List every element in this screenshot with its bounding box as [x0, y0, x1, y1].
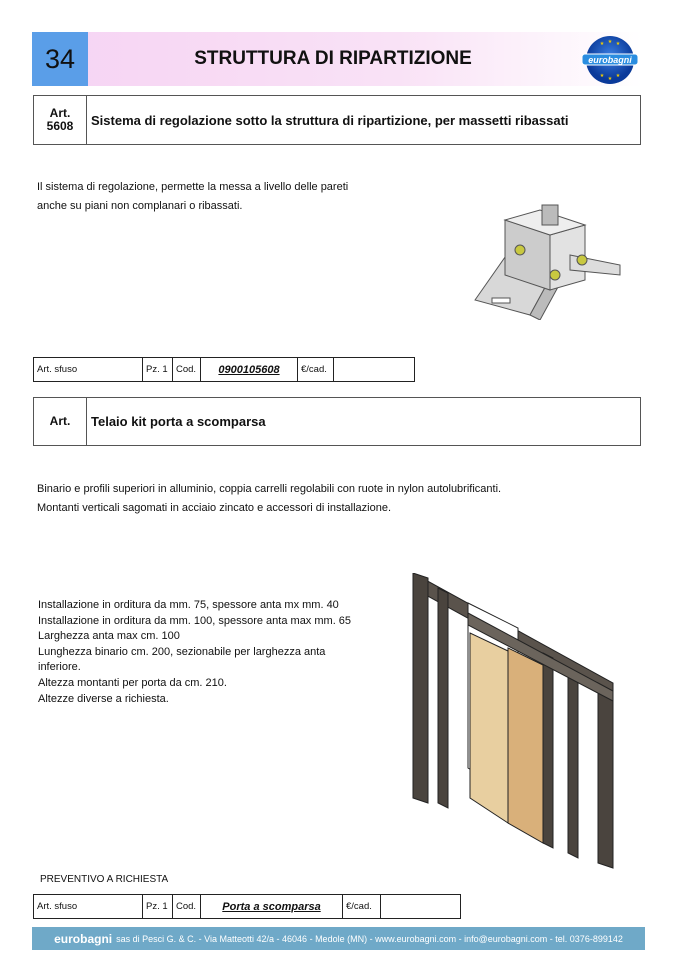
spec-line: Larghezza anta max cm. 100	[38, 630, 180, 643]
svg-text:★: ★	[599, 73, 605, 79]
svg-text:★: ★	[607, 39, 613, 45]
article1-description	[37, 178, 348, 216]
svg-text:★: ★	[615, 73, 621, 79]
art-number: 5608	[46, 119, 74, 133]
code-cell: Porta a scomparsa	[201, 895, 343, 919]
price-cell	[334, 358, 415, 382]
article2-specs	[38, 598, 351, 707]
description-line: Il sistema di regolazione, permette la messa a livello delle pareti	[37, 181, 349, 193]
art-label: Art.	[49, 414, 71, 428]
svg-text:★: ★	[615, 41, 621, 47]
footer-contact: sas di Pesci G. & C. - Via Matteotti 42/a - 46046 - Medole (MN) - www.eurobagni.com - info@eurobagni.com - tel. 0376-899142	[116, 933, 623, 944]
article-header-5608	[33, 95, 641, 145]
price-label-cell: €/cad.	[298, 358, 334, 382]
article2-order-table	[33, 894, 461, 919]
article2-description	[37, 480, 501, 518]
spec-line: inferiore.	[38, 661, 81, 674]
sliding-door-frame-image	[408, 573, 618, 878]
article1-order-table	[33, 357, 415, 382]
price-cell	[381, 895, 461, 919]
description-line: anche su piani non complanari o ribassati.	[37, 200, 243, 212]
description-line: Montanti verticali sagomati in acciaio zincato e accessori di installazione.	[37, 502, 392, 514]
art-label: Art.	[49, 106, 71, 120]
page-number: 34	[32, 32, 88, 86]
spec-line: Altezza montanti per porta da cm. 210.	[38, 676, 227, 689]
article-header-door-kit	[33, 397, 641, 446]
article-title: Telaio kit porta a scomparsa	[91, 414, 266, 429]
quote-note: PREVENTIVO A RICHIESTA	[40, 874, 169, 885]
type-cell: Art. sfuso	[34, 358, 143, 382]
description-line: Binario e profili superiori in alluminio, coppia carrelli regolabili con ruote in nylon autolubrificanti.	[37, 483, 502, 495]
svg-text:★: ★	[607, 76, 613, 82]
svg-text:eurobagni: eurobagni	[588, 55, 632, 65]
footer-bar	[32, 927, 645, 950]
cod-label-cell: Cod.	[173, 358, 201, 382]
spec-line: Altezze diverse a richiesta.	[38, 692, 169, 705]
pz-cell: Pz. 1	[143, 358, 173, 382]
price-label-cell: €/cad.	[343, 895, 381, 919]
pz-cell: Pz. 1	[143, 895, 173, 919]
spec-line: Installazione in orditura da mm. 100, spessore anta max mm. 65	[38, 614, 352, 627]
article-title: Sistema di regolazione sotto la struttura di ripartizione, per massetti ribassati	[91, 112, 569, 128]
type-cell: Art. sfuso	[34, 895, 143, 919]
page-title: STRUTTURA DI RIPARTIZIONE	[194, 48, 472, 69]
footer-brand: eurobagni	[54, 931, 113, 946]
spec-line: Installazione in orditura da mm. 75, spessore anta mx mm. 40	[38, 599, 339, 611]
spec-line: Lunghezza binario cm. 200, sezionabile per larghezza anta	[38, 645, 326, 658]
adjustment-system-image	[470, 180, 625, 325]
eurobagni-logo	[580, 35, 640, 90]
code-cell: 0900105608	[201, 358, 298, 382]
cod-label-cell: Cod.	[173, 895, 201, 919]
svg-text:★: ★	[599, 41, 605, 47]
